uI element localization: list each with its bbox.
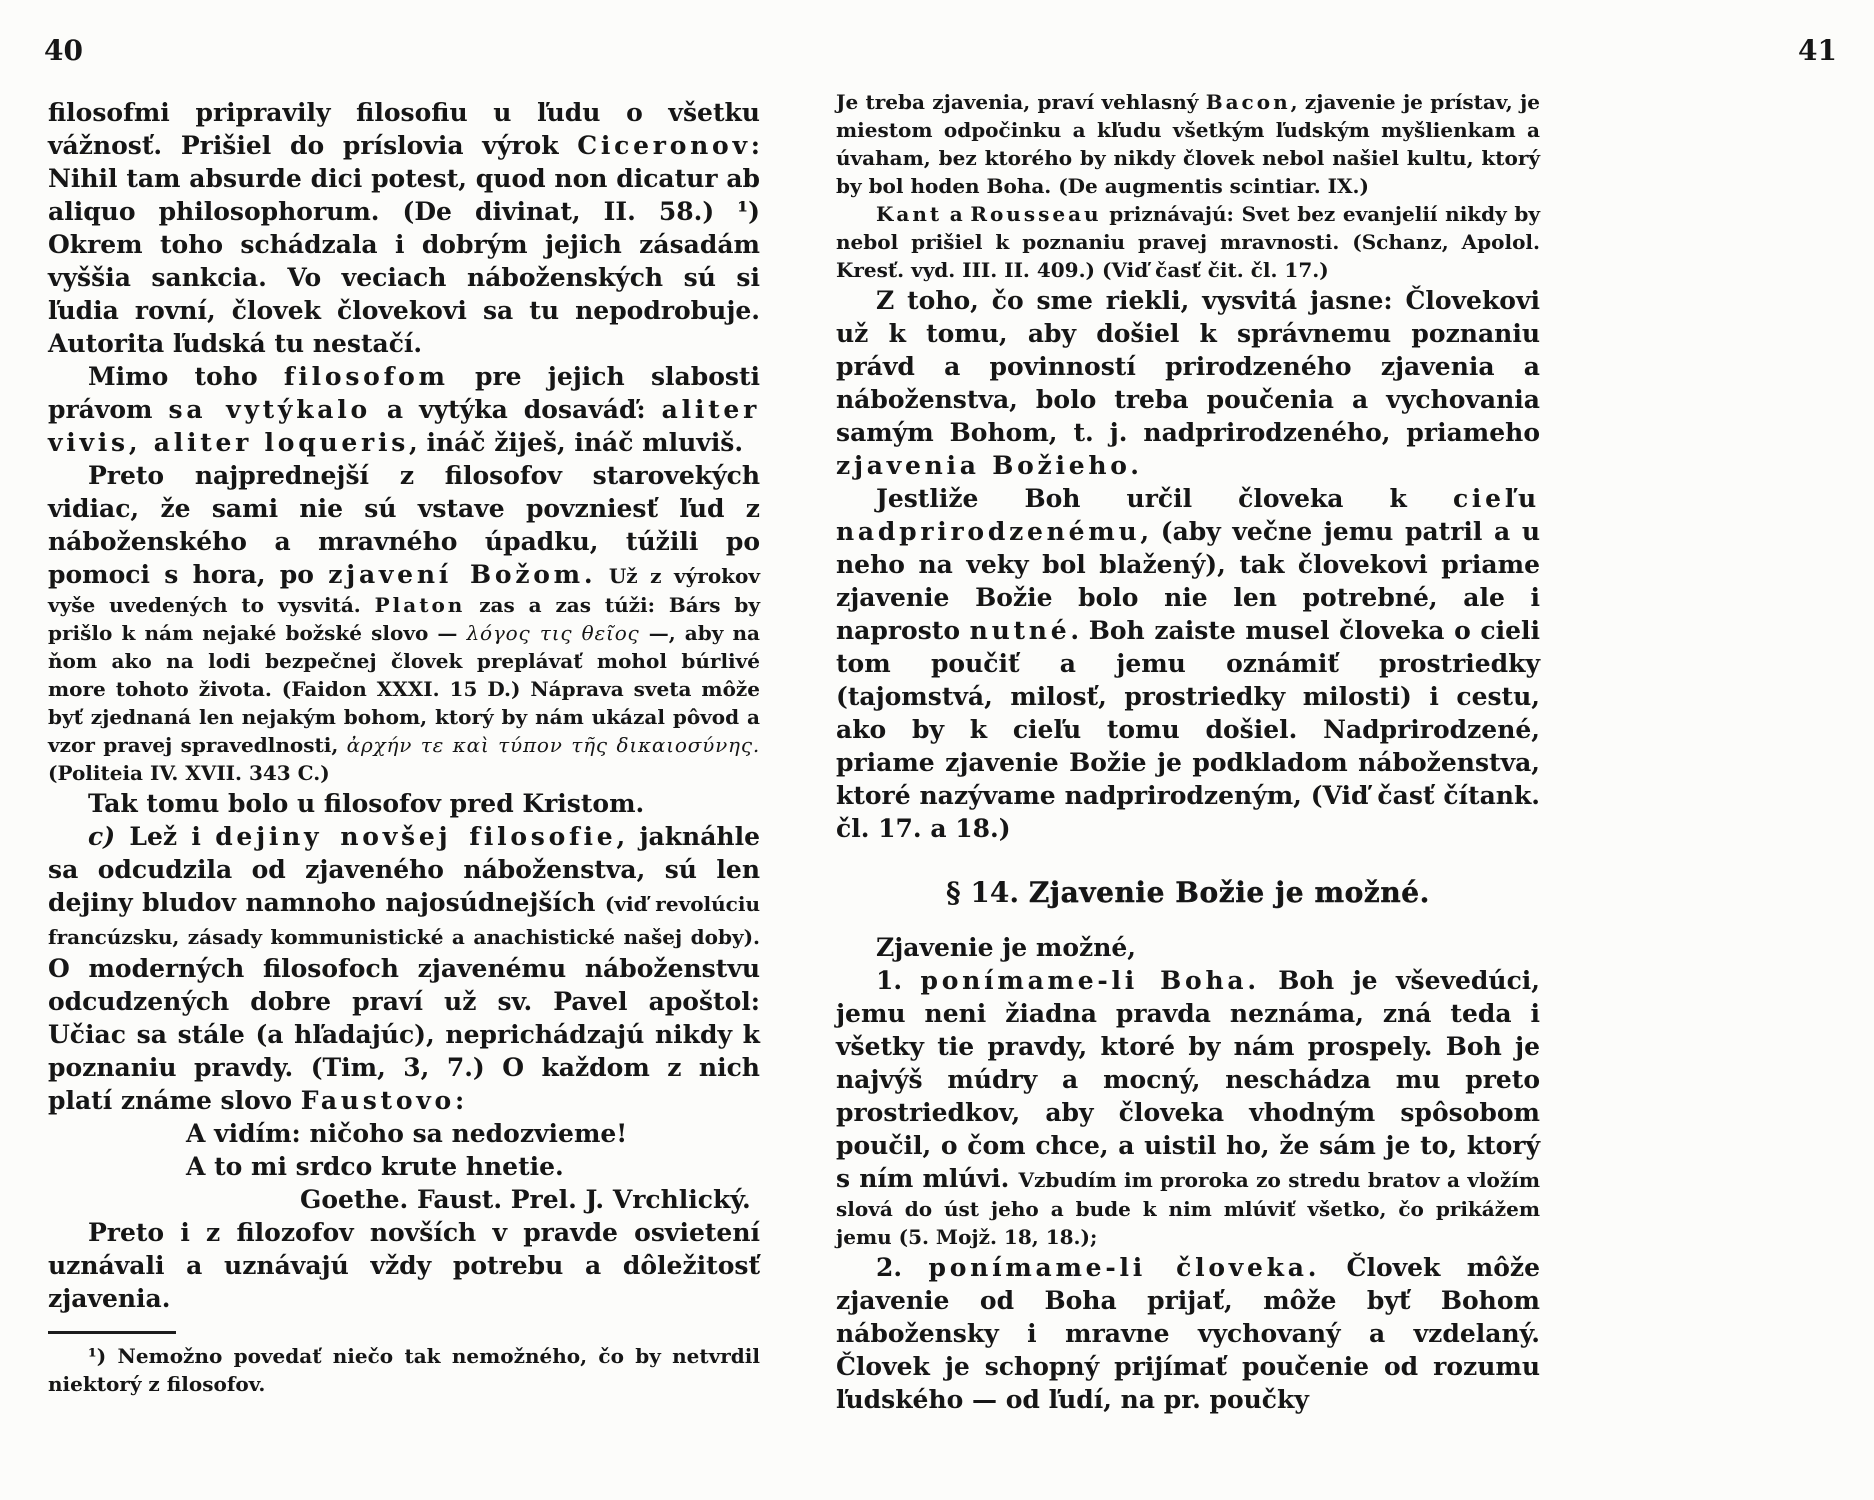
- page-number-left: 40: [44, 34, 83, 67]
- paragraph: [836, 964, 1540, 1251]
- text-run: ponímame-li človeka.: [928, 1253, 1321, 1282]
- text-run: Vzbudím im proroka zo stredu bratov a vložím slová do úst jeho a bude k nim mlúviť všetko, čo prikážem jemu (5. Mojž. 18, 18.);: [836, 1168, 1540, 1249]
- page-number-right: 41: [1798, 34, 1837, 67]
- text-run: filosofom: [283, 362, 449, 391]
- text-run: —, aby na ňom ako na lodi bezpečnej človek preplávať mohol búrlivé more tohoto života. (Faidon XXXI. 15 D.) Náprava sveta môže byť zjednaná len nejakým bohom, ktorý by nám ukázal pôvod a vzor pravej spravedlnosti,: [48, 621, 761, 757]
- verse-block: [48, 1117, 760, 1216]
- text-run: (Politeia IV. XVII. 343 C.): [48, 761, 330, 785]
- text-run: ¹) Nemožno povedať niečo tak nemožného, čo by netvrdil niektorý z filosofov.: [48, 1344, 760, 1396]
- paragraph: [48, 787, 760, 820]
- text-run: Preto i z filozofov novších v pravde osvietení uznávali a uznávajú vždy potrebu a dôležitosť zjavenia.: [48, 1218, 760, 1313]
- text-run: :: [454, 1086, 465, 1115]
- paragraph: [48, 96, 760, 360]
- verse-attribution: Goethe. Faust. Prel. J. Vrchlický.: [300, 1185, 751, 1214]
- text-run: sa vytýkalo: [168, 395, 371, 424]
- text-run: ἀρχήν τε καὶ τύπον τῆς δικαιοσύνης.: [346, 733, 760, 757]
- text-run: Rousseau: [970, 202, 1102, 226]
- text-run: λόγος τις θεῖος: [466, 621, 640, 645]
- text-run: , (aby večne jemu patril a u neho na veky bol blažený), tak človekovi priame zjavenie Božie bolo nie len potrebné, ale i naprosto: [836, 517, 1540, 645]
- text-run: priznávajú: Svet bez evanjelií nikdy by nebol prišiel k poznaniu pravej mravnosti. (Schanz, Apolol. Kresť. vyd. III. II. 409.) (Viď časť čit. čl. 17.): [836, 202, 1540, 282]
- text-run: Z toho, čo sme riekli, vysvitá jasne: Človekovi už k tomu, aby došiel k správnemu poznaniu právd a povinností prirodzeného zjavenia a náboženstva, bolo treba poučenia a vychovania samým Bohom, t. j. nadprirodzeného, priameho: [836, 286, 1540, 447]
- page-content: [48, 96, 760, 1398]
- text-run: Ciceronov: [577, 131, 751, 160]
- text-run: filosofmi pripravily filosofiu u ľudu o všetku vážnosť. Prišiel do príslovia výrok: [48, 98, 760, 160]
- text-run: nutné: [969, 616, 1071, 645]
- text-run: Už z výrokov vyše uvedených to vysvitá.: [48, 564, 760, 617]
- paragraph: [836, 284, 1540, 482]
- text-run: dejiny novšej filosofie: [215, 822, 617, 851]
- text-run: Bacon: [1205, 90, 1291, 114]
- section-heading: [836, 875, 1540, 911]
- text-run: Platon: [374, 593, 466, 617]
- text-run: Faustovo: [300, 1086, 455, 1115]
- verse-line: A vidím: ničoho sa nedozvieme!: [186, 1119, 628, 1148]
- text-run: zjavení Božom.: [328, 560, 597, 589]
- text-run: a vytýka dosaváď:: [370, 395, 662, 424]
- text-run: Je treba zjavenia, praví vehlasný: [836, 90, 1206, 114]
- right-page: [836, 88, 1540, 1416]
- text-run: 2.: [876, 1253, 929, 1282]
- footnote-separator: [48, 1331, 176, 1334]
- text-run: aliter vivis, aliter loqueris: [48, 395, 760, 457]
- text-run: Preto najprednejší z filosofov starovekých vidiac, že sami nie sú vstave povzniesť ľud z náboženského a mravného úpadku, túžili po pomoci s hora, po: [48, 461, 760, 589]
- left-page: [48, 96, 760, 1398]
- text-run: , jaknáhle sa odcudzila od zjaveného náboženstva, sú len dejiny bludov namnoho najosúdnejších: [48, 822, 760, 917]
- text-run: Jestliže Boh určil človeka k: [876, 484, 1453, 513]
- text-run: ponímame-li Boha.: [920, 966, 1260, 995]
- paragraph: [836, 482, 1540, 845]
- paragraph: [836, 88, 1540, 200]
- paragraph: [836, 1251, 1540, 1416]
- text-run: 1.: [876, 966, 921, 995]
- paragraph: [48, 360, 760, 459]
- text-run: : Nihil tam absurde dici potest, quod non dicatur ab aliquo philosophorum. (De divinat, II. 58.) ¹) Okrem toho schádzala i dobrým jejich zásadám vyššia sankcia. Vo veciach náboženských sú si ľudia rovní, človek človekovi sa tu nepodrobuje. Autorita ľudská tu nestačí.: [48, 131, 760, 358]
- paragraph: [48, 459, 760, 787]
- text-run: Kant: [876, 202, 943, 226]
- text-run: Boh je vševedúci, jemu neni žiadna pravda neznáma, zná teda i všetky tie pravdy, ktoré by nám prospely. Boh je najvýš múdry a mocný, neschádza mu preto prostriedkov, aby človeka vhodným spôsobom poučil, o čom chce, a uistil ho, že sám je to, ktorý s ním mlúvi.: [836, 966, 1541, 1193]
- text-run: c): [88, 822, 130, 851]
- text-run: Lež i: [129, 822, 216, 851]
- text-run: cieľu nadprirodzenému: [836, 484, 1540, 546]
- text-run: zjavenia Božieho.: [836, 451, 1143, 480]
- verse-line: A to mi srdco krute hnetie.: [186, 1152, 564, 1181]
- text-run: Zjavenie je možné,: [876, 933, 1136, 962]
- text-run: Zjavenie Božie je možné.: [1028, 876, 1430, 909]
- footnote-text: [48, 1342, 760, 1398]
- text-run: . Boh zaiste musel človeka o cieli tom poučiť a jemu oznámiť prostriedky (tajomstvá, milosť, prostriedky milosti) i cestu, ako by k cieľu tomu došiel. Nadprirodzené, priame zjavenie Božie je podkladom náboženstva, ktoré nazývame nadprirodzeným, (Viď časť čítank. čl. 17. a 18.): [836, 616, 1541, 843]
- text-run: Človek môže zjavenie od Boha prijať, môže byť Bohom nábožensky i mravne vychovaný a vzdelaný. Človek je schopný prijímať poučenie od rozumu ľudského — od ľudí, na pr. poučky: [836, 1253, 1540, 1414]
- paragraph: [836, 931, 1540, 964]
- text-run: pre jejich slabosti právom: [48, 362, 761, 424]
- text-run: , ináč žiješ, ináč mluviš.: [409, 428, 744, 457]
- text-run: a: [942, 202, 971, 226]
- text-run: Tak tomu bolo u filosofov pred Kristom.: [88, 789, 645, 818]
- text-run: , zjavenie je prístav, je miestom odpočinku a kľudu všetkým ľudským myšlienkam a úvaham, bez ktorého by nikdy človek nebol našiel kultu, ktorý by bol hoden Boha. (De augmentis scintiar. IX.): [836, 90, 1541, 198]
- paragraph: [48, 820, 760, 1117]
- page-content: [836, 88, 1540, 1416]
- text-run: (viď revolúciu francúzsku, zásady kommunistické a anachistické našej doby).: [48, 892, 760, 949]
- text-run: Mimo toho: [88, 362, 284, 391]
- text-run: § 14.: [946, 876, 1029, 909]
- paragraph: [48, 1216, 760, 1315]
- text-run: O moderných filosofoch zjavenému náboženstvu odcudzených dobre praví už sv. Pavel apoštol: Učiac sa stále (a hľadajúc), neprichádzajú nikdy k poznaniu pravdy. (Tim, 3, 7.) O každom z nich platí známe slovo: [48, 954, 760, 1115]
- paragraph: [836, 200, 1540, 284]
- text-run: zas a zas túži: Bárs by prišlo k nám nejaké božské slovo —: [48, 593, 760, 645]
